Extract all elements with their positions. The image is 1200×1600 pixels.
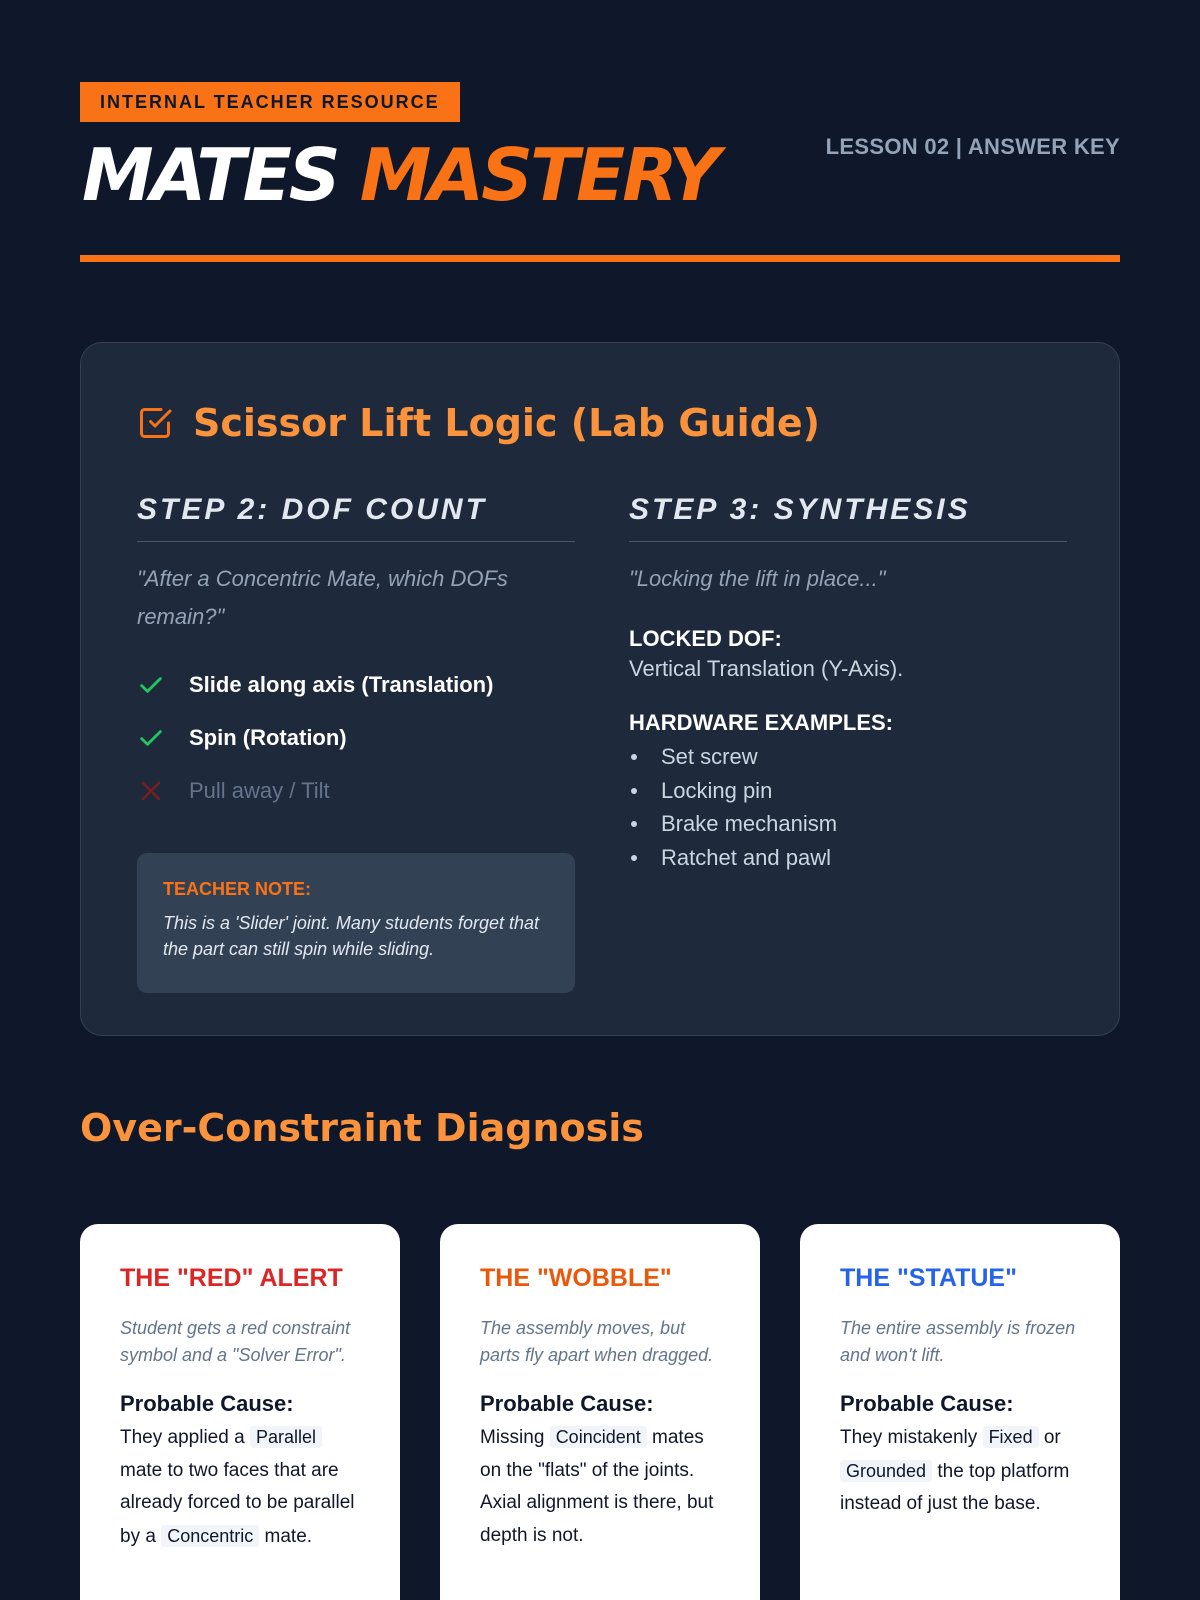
check-icon — [137, 722, 189, 754]
diagnosis-heading: Over-Constraint Diagnosis — [80, 1106, 644, 1150]
mate-type-code: Concentric — [161, 1525, 259, 1547]
hardware-label: HARDWARE EXAMPLES: — [629, 710, 894, 735]
locked-dof-label: LOCKED DOF: — [629, 626, 782, 651]
step-3-column — [629, 493, 1067, 874]
dof-item-label: Spin (Rotation) — [189, 724, 347, 750]
card-title: THE "RED" ALERT — [120, 1264, 343, 1292]
hardware-item: Ratchet and pawl — [629, 841, 1067, 875]
mate-type-code: Fixed — [983, 1426, 1039, 1448]
locked-dof-value: Vertical Translation (Y-Axis). — [629, 656, 904, 681]
cause-text-part: mate. — [264, 1525, 313, 1547]
teacher-note-heading: TEACHER NOTE: — [163, 879, 311, 899]
cause-text-part: mate to two faces that are already forced to be parallel by a — [120, 1459, 355, 1547]
mate-type-code: Parallel — [250, 1426, 322, 1448]
dof-list — [137, 658, 575, 817]
lab-guide-header — [137, 401, 820, 445]
cause-label: Probable Cause: — [840, 1391, 1014, 1416]
title-word-1: MATES — [82, 133, 338, 217]
dof-item-label: Pull away / Tilt — [189, 777, 330, 803]
header-divider — [80, 255, 1120, 262]
lab-guide-card — [80, 342, 1120, 1036]
step-3-heading: STEP 3: SYNTHESIS — [629, 493, 1067, 542]
mate-type-code: Grounded — [840, 1460, 932, 1482]
cause-text — [480, 1421, 720, 1552]
hardware-item: Set screw — [629, 740, 1067, 774]
card-description: The entire assembly is frozen and won't lift. — [840, 1318, 1076, 1365]
cause-label: Probable Cause: — [480, 1391, 654, 1416]
card-title: THE "WOBBLE" — [480, 1264, 672, 1292]
cause-text-part: Missing — [480, 1427, 545, 1448]
mate-type-code: Coincident — [550, 1426, 647, 1448]
page-title — [82, 130, 717, 220]
diagnosis-card-red-alert — [80, 1224, 400, 1600]
cause-text — [840, 1421, 1080, 1521]
check-icon — [137, 669, 189, 701]
checkbox-icon — [137, 405, 173, 441]
card-title: THE "STATUE" — [840, 1264, 1017, 1292]
dof-item-label: Slide along axis (Translation) — [189, 671, 494, 697]
diagnosis-card-statue — [800, 1224, 1120, 1600]
cross-icon — [137, 775, 189, 807]
diagnosis-cards — [80, 1224, 1120, 1600]
cause-text-part: They mistakenly — [840, 1427, 978, 1448]
cause-label: Probable Cause: — [120, 1391, 294, 1416]
dof-item — [137, 658, 575, 711]
diagnosis-card-wobble — [440, 1224, 760, 1600]
cause-text-part: They applied a — [120, 1427, 245, 1448]
cause-text — [120, 1421, 360, 1553]
resource-badge: INTERNAL TEACHER RESOURCE — [80, 82, 460, 122]
hardware-item: Brake mechanism — [629, 807, 1067, 841]
cause-text-part: mates on the "flats" of the joints. Axial alignment is there, but depth is not. — [480, 1427, 714, 1546]
teacher-note — [137, 853, 575, 993]
cause-text-part: or — [1043, 1427, 1061, 1448]
teacher-note-body: This is a 'Slider' joint. Many students forget that the part can still spin while sliding. — [163, 913, 540, 959]
step-2-column — [137, 493, 575, 993]
hardware-list — [629, 740, 1067, 874]
step-2-quote: "After a Concentric Mate, which DOFs remain?" — [137, 566, 508, 629]
card-description: Student gets a red constraint symbol and a "Solver Error". — [120, 1318, 351, 1365]
step-2-heading: STEP 2: DOF COUNT — [137, 493, 575, 542]
card-description: The assembly moves, but parts fly apart when dragged. — [480, 1318, 714, 1365]
dof-item — [137, 764, 575, 817]
step-3-quote: "Locking the lift in place..." — [629, 566, 886, 591]
lab-guide-title: Scissor Lift Logic (Lab Guide) — [193, 401, 820, 445]
cause-text-part: the top platform instead of just the base. — [840, 1460, 1070, 1514]
title-word-2: MASTERY — [359, 133, 718, 217]
dof-item — [137, 711, 575, 764]
lesson-label: LESSON 02 | ANSWER KEY — [825, 134, 1120, 159]
hardware-item: Locking pin — [629, 774, 1067, 808]
